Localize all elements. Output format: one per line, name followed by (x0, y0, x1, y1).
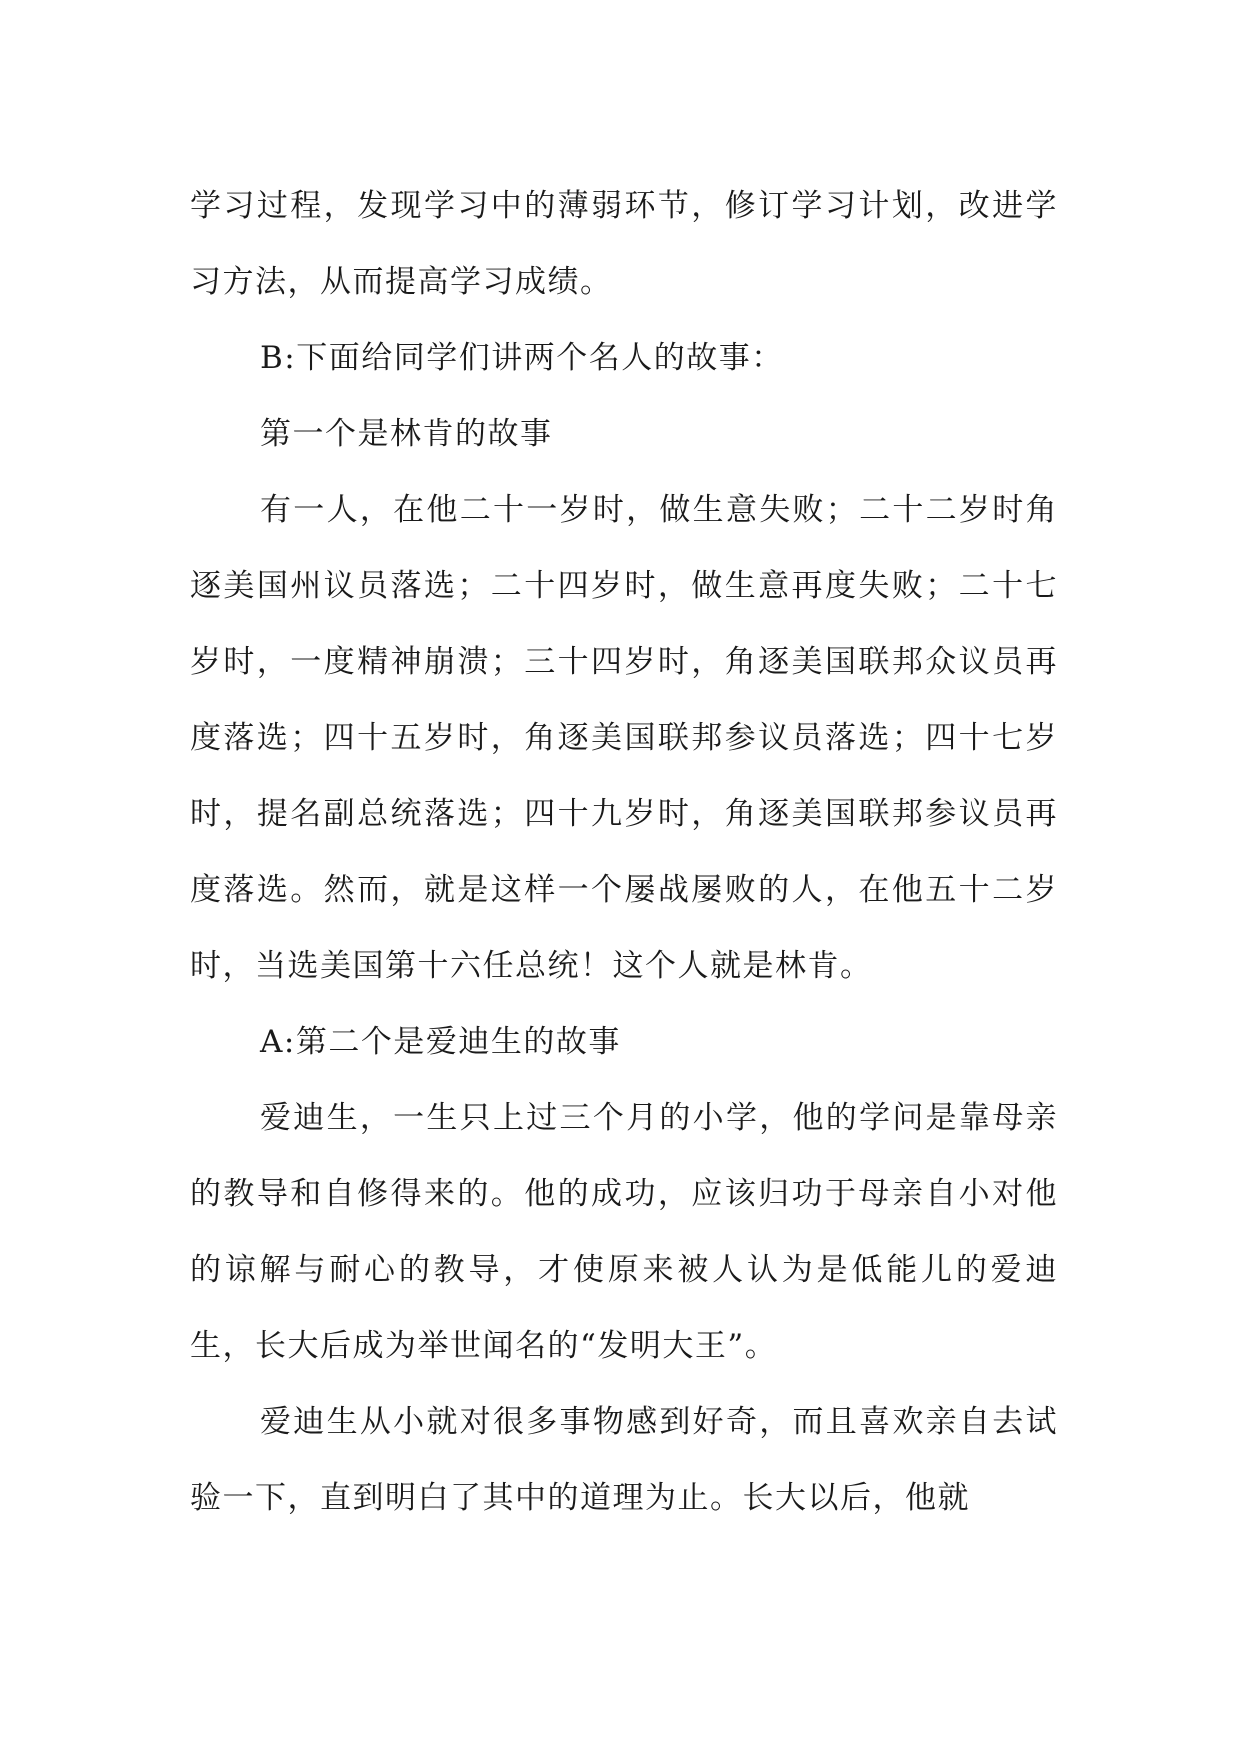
document-body (190, 168, 1058, 1536)
paragraph-edison-curiosity: 爱迪生从小就对很多事物感到好奇，而且喜欢亲自去试验一下，直到明白了其中的道理为止。长大以后，他就 (190, 1404, 1058, 1516)
paragraph-edison-story: 爱迪生，一生只上过三个月的小学，他的学问是靠母亲的教导和自修得来的。他的成功，应该归功于母亲自小对他的谅解与耐心的教导，才使原来被人认为是低能儿的爱迪生，长大后成为举世闻名的“发明大王”。 (190, 1100, 1058, 1364)
paragraph-intro-b: B:下面给同学们讲两个名人的故事： (260, 340, 784, 376)
paragraph-continuation: 学习过程，发现学习中的薄弱环节，修订学习计划，改进学习方法，从而提高学习成绩。 (190, 188, 1058, 300)
paragraph-lincoln-heading: 第一个是林肯的故事 (260, 416, 553, 452)
paragraph-edison-heading: A:第二个是爱迪生的故事 (260, 1024, 621, 1060)
paragraph-lincoln-story: 有一人，在他二十一岁时，做生意失败；二十二岁时角逐美国州议员落选；二十四岁时，做生意再度失败；二十七岁时，一度精神崩溃；三十四岁时，角逐美国联邦众议员再度落选；四十五岁时，角逐美国联邦参议员落选；四十七岁时，提名副总统落选；四十九岁时，角逐美国联邦参议员再度落选。然而，就是这样一个屡战屡败的人，在他五十二岁时，当选美国第十六任总统！这个人就是林肯。 (190, 492, 1058, 984)
